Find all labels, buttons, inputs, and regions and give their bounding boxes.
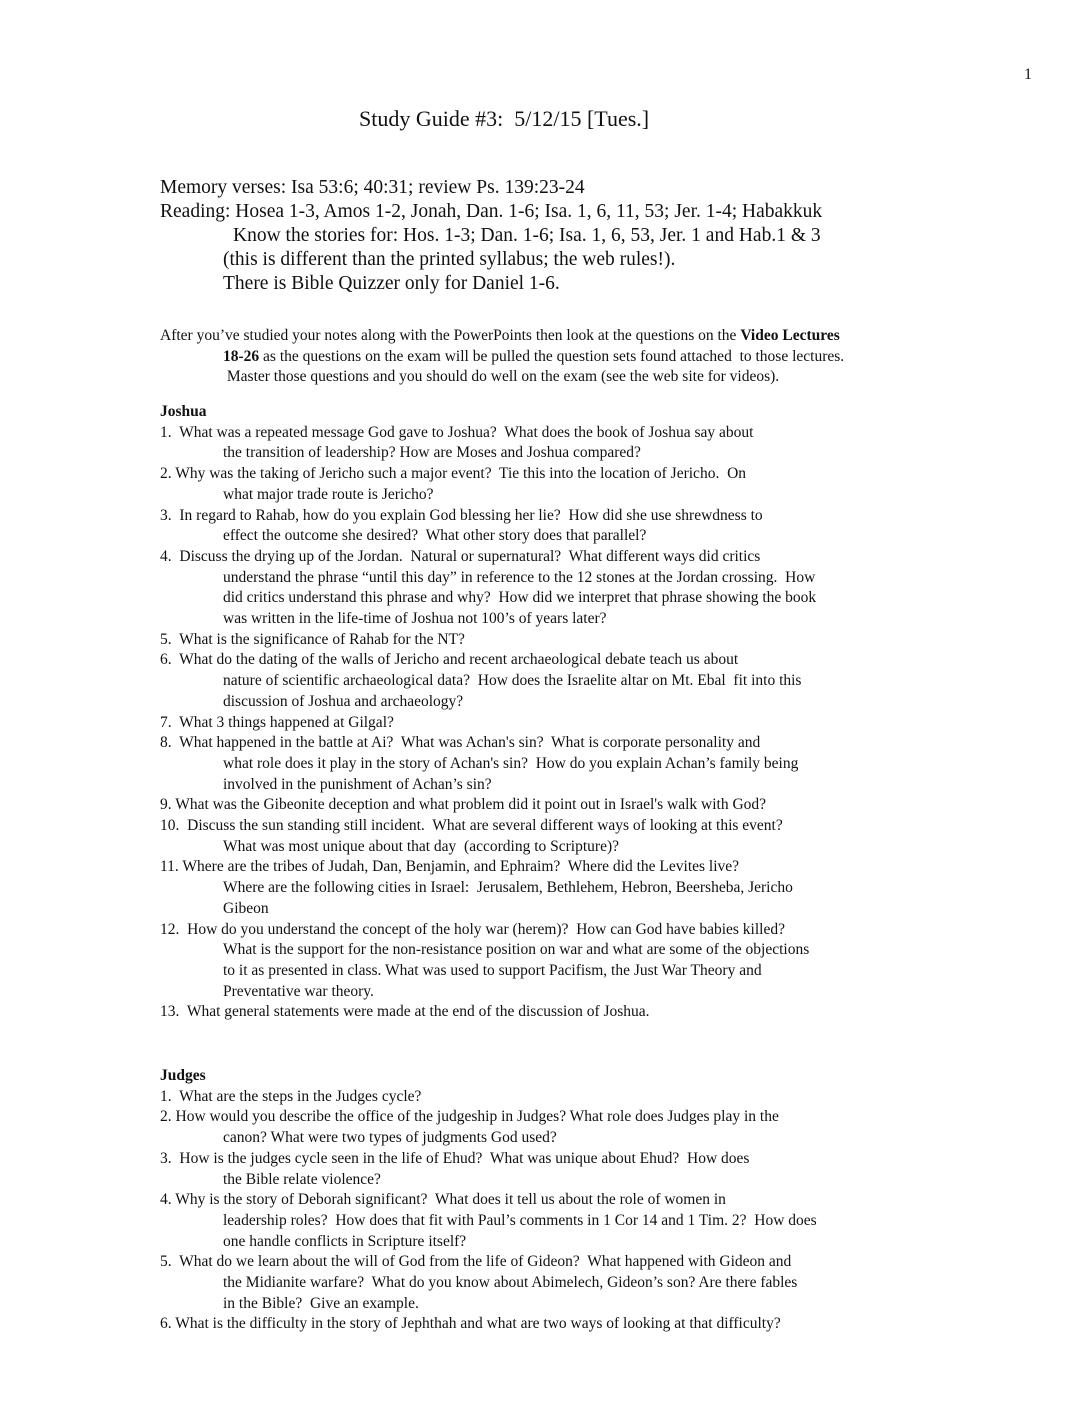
question-line: Preventative war theory. <box>223 982 374 1000</box>
question-line: understand the phrase “until this day” in reference to the 12 stones at the Jordan crossing. How <box>223 568 816 586</box>
question-line: 4. Discuss the drying up of the Jordan. Natural or supernatural? What different ways did critics <box>160 547 761 565</box>
question-line: 11. Where are the tribes of Judah, Dan, Benjamin, and Ephraim? Where did the Levites live? <box>160 858 740 876</box>
memory-verses: Memory verses: Isa 53:6; 40:31; review Ps. 139:23-24 <box>160 177 585 198</box>
reading-list: Reading: Hosea 1-3, Amos 1-2, Jonah, Dan. 1-6; Isa. 1, 6, 11, 53; Jer. 1-4; Habakkuk <box>160 201 823 222</box>
question-item <box>160 650 816 712</box>
question-item <box>160 1087 817 1108</box>
question-item <box>160 920 816 1003</box>
section-heading: Joshua <box>160 403 207 420</box>
question-line: one handle conflicts in Scripture itself? <box>223 1232 467 1250</box>
section-joshua <box>160 402 816 1023</box>
page-number: 1 <box>1024 66 1032 83</box>
intro-text: After you’ve studied your notes along with the PowerPoints then look at the questions on the <box>160 327 741 344</box>
question-item <box>160 630 816 651</box>
question-line: 1. What was a repeated message God gave to Joshua? What does the book of Joshua say about <box>160 423 754 441</box>
video-lectures-bold: Video Lectures <box>740 327 840 344</box>
question-item <box>160 1190 817 1252</box>
question-item <box>160 816 816 857</box>
question-item <box>160 464 816 505</box>
question-line: Where are the following cities in Israel: Jerusalem, Bethlehem, Hebron, Beersheba, Jericho <box>223 879 793 897</box>
question-item <box>160 1314 817 1335</box>
question-line: 8. What happened in the battle at Ai? What was Achan's sin? What is corporate personality and <box>160 734 761 752</box>
question-line: 5. What is the significance of Rahab for the NT? <box>160 630 465 648</box>
question-line: what major trade route is Jericho? <box>223 485 434 503</box>
question-line: What is the support for the non-resistance position on war and what are some of the objections <box>223 941 810 959</box>
question-item <box>160 1002 816 1023</box>
question-line: the Bible relate violence? <box>223 1170 381 1188</box>
question-line: 7. What 3 things happened at Gilgal? <box>160 713 394 731</box>
question-line: 6. What is the difficulty in the story of Jephthah and what are two ways of looking at that difficulty? <box>160 1315 781 1333</box>
question-line: 4. Why is the story of Deborah significant? What does it tell us about the role of women in <box>160 1191 726 1209</box>
question-line: in the Bible? Give an example. <box>223 1294 419 1312</box>
question-line: 3. How is the judges cycle seen in the life of Ehud? What was unique about Ehud? How does <box>160 1149 750 1167</box>
question-item <box>160 713 816 734</box>
question-line: 10. Discuss the sun standing still incident. What are several different ways of looking at this event? <box>160 817 783 835</box>
section-judges <box>160 1066 817 1335</box>
question-line: 2. Why was the taking of Jericho such a major event? Tie this into the location of Jericho. On <box>160 465 747 483</box>
question-line: 5. What do we learn about the will of God from the life of Gideon? What happened with Gideon and <box>160 1253 792 1271</box>
question-line: Gibeon <box>223 899 269 917</box>
question-line: to it as presented in class. What was used to support Pacifism, the Just War Theory and <box>223 961 762 979</box>
question-item <box>160 1107 817 1148</box>
question-line: did critics understand this phrase and why? How did we interpret that phrase showing the book <box>223 589 817 607</box>
question-line: the Midianite warfare? What do you know about Abimelech, Gideon’s son? Are there fables <box>223 1274 798 1292</box>
question-line: 2. How would you describe the office of the judgeship in Judges? What role does Judges play in the <box>160 1108 779 1126</box>
question-item <box>160 423 816 464</box>
intro-text: Master those questions and you should do well on the exam (see the web site for videos). <box>223 368 780 386</box>
question-line: 13. What general statements were made at the end of the discussion of Joshua. <box>160 1003 650 1021</box>
page-title: Study Guide #3: 5/12/15 [Tues.] <box>359 106 650 131</box>
intro-paragraph <box>160 326 844 388</box>
question-line: was written in the life-time of Joshua not 100’s of years later? <box>223 610 607 628</box>
question-item <box>160 506 816 547</box>
question-item <box>160 547 816 630</box>
question-item <box>160 857 816 919</box>
question-line: effect the outcome she desired? What other story does that parallel? <box>223 527 647 545</box>
section-heading: Judges <box>160 1067 206 1084</box>
lecture-range-bold: 18-26 <box>223 347 260 365</box>
question-line: What was most unique about that day (according to Scripture)? <box>223 837 619 855</box>
question-line: 9. What was the Gibeonite deception and what problem did it point out in Israel's walk with God? <box>160 796 767 814</box>
question-line: involved in the punishment of Achan’s sin? <box>223 775 492 793</box>
know-stories: Know the stories for: Hos. 1-3; Dan. 1-6; Isa. 1, 6, 53, Jer. 1 and Hab.1 & 3 <box>233 225 821 246</box>
question-line: canon? What were two types of judgments God used? <box>223 1129 557 1147</box>
question-line: nature of scientific archaeological data? How does the Israelite altar on Mt. Ebal fit into this <box>223 672 802 690</box>
question-item <box>160 795 816 816</box>
quizzer-note: There is Bible Quizzer only for Daniel 1-6. <box>223 273 560 294</box>
question-item <box>160 733 816 795</box>
question-line: 1. What are the steps in the Judges cycle? <box>160 1087 422 1105</box>
question-line: 6. What do the dating of the walls of Jericho and recent archaeological debate teach us about <box>160 651 739 669</box>
question-item <box>160 1252 817 1314</box>
question-line: discussion of Joshua and archaeology? <box>223 692 464 710</box>
question-item <box>160 1149 817 1190</box>
memory-reading-block <box>160 176 822 296</box>
question-line: what role does it play in the story of Achan's sin? How do you explain Achan’s family being <box>223 754 799 772</box>
question-line: 12. How do you understand the concept of the holy war (herem)? How can God have babies killed? <box>160 920 785 938</box>
intro-text: as the questions on the exam will be pulled the question sets found attached to those lectures. <box>259 347 845 365</box>
question-line: the transition of leadership? How are Moses and Joshua compared? <box>223 444 641 462</box>
question-line: 3. In regard to Rahab, how do you explain God blessing her lie? How did she use shrewdness to <box>160 506 763 524</box>
syllabus-note: (this is different than the printed syllabus; the web rules!). <box>223 249 676 270</box>
question-line: leadership roles? How does that fit with Paul’s comments in 1 Cor 14 and 1 Tim. 2? How does <box>223 1211 817 1229</box>
